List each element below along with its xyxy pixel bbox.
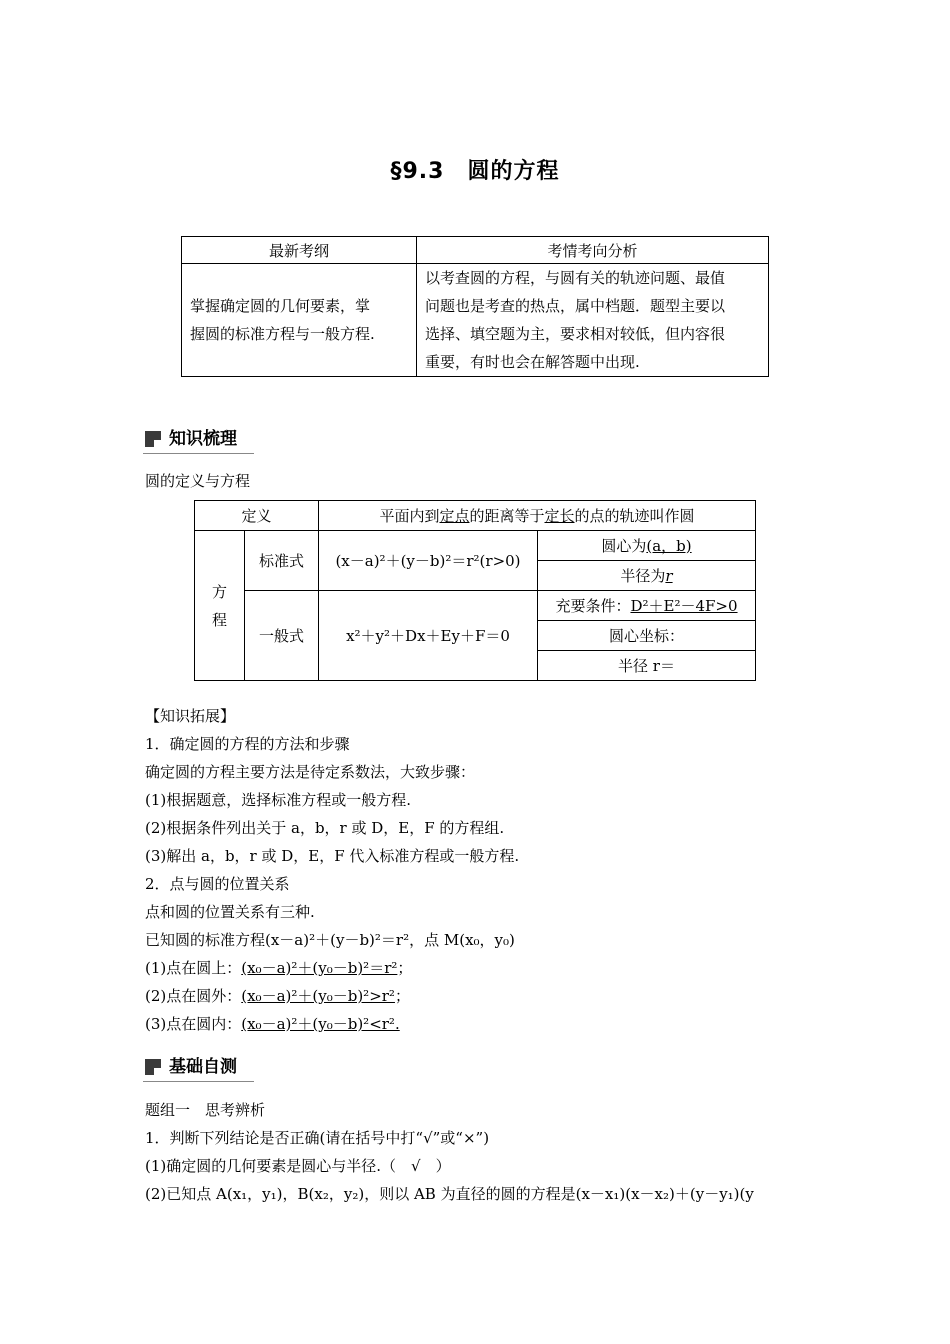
general-equation: x²＋y²＋Dx＋Ey＋F＝0	[319, 591, 538, 681]
ext-line-on-circle: (1)点在圆上：(x₀－a)²＋(y₀－b)²＝r²；	[145, 959, 413, 977]
gen-condition: 充要条件：D²＋E²－4F>0	[538, 591, 756, 621]
ext-line-outside: (2)点在圆外：(x₀－a)²＋(y₀－b)²>r²；	[145, 987, 410, 1005]
equation-label: 方 程	[195, 531, 245, 681]
std-radius: 半径为r	[538, 561, 756, 591]
section-selftest-heading	[143, 1055, 254, 1082]
header-syllabus: 最新考纲	[182, 237, 417, 264]
syllabus-cell	[182, 264, 417, 377]
question: 1．判断下列结论是否正确(请在括号中打“√”或“×”)	[145, 1129, 490, 1147]
general-form-label: 一般式	[245, 591, 319, 681]
section-title: 知识梳理	[169, 429, 237, 449]
standard-form-label: 标准式	[245, 531, 319, 591]
analysis-line: 选择、填空题为主，要求相对较低，但内容很	[425, 325, 726, 343]
syllabus-line: 掌握确定圆的几何要素，掌	[190, 297, 371, 315]
def-content: 平面内到定点的距离等于定长的点的轨迹叫作圆	[319, 501, 756, 531]
ext-heading: 【知识拓展】	[145, 707, 236, 725]
syllabus-line: 握圆的标准方程与一般方程.	[190, 325, 375, 343]
section-square-icon	[145, 431, 161, 447]
section-title: 基础自测	[169, 1057, 237, 1077]
page-title: §9.3 圆的方程	[390, 159, 560, 184]
exam-analysis-table	[181, 236, 769, 377]
question-item: (1)确定圆的几何要素是圆心与半径.（ √ ）	[145, 1157, 451, 1175]
gen-center: 圆心坐标：	[538, 621, 756, 651]
analysis-line: 以考查圆的方程，与圆有关的轨迹问题、最值	[425, 269, 726, 287]
header-analysis: 考情考向分析	[417, 237, 769, 264]
standard-equation: (x－a)²＋(y－b)²＝r²(r>0)	[319, 531, 538, 591]
analysis-line: 问题也是考查的热点，属中档题．题型主要以	[425, 297, 726, 315]
group-title: 题组一 思考辨析	[145, 1101, 266, 1119]
question-item: (2)已知点 A(x₁，y₁)，B(x₂，y₂)，则以 AB 为直径的圆的方程是(x－x₁)(x－x₂)＋(y－y₁)(y	[145, 1185, 754, 1203]
ext-line: (1)根据题意，选择标准方程或一般方程.	[145, 791, 412, 809]
ext-line: 1．确定圆的方程的方法和步骤	[145, 735, 350, 753]
ext-line: 点和圆的位置关系有三种.	[145, 903, 315, 921]
analysis-cell	[417, 264, 769, 377]
ext-line-inside: (3)点在圆内：(x₀－a)²＋(y₀－b)²<r².	[145, 1015, 400, 1033]
ext-line: 2．点与圆的位置关系	[145, 875, 290, 893]
section-square-icon	[145, 1059, 161, 1075]
circle-equation-table	[194, 500, 756, 681]
definition-heading: 圆的定义与方程	[145, 472, 251, 490]
analysis-line: 重要，有时也会在解答题中出现.	[425, 353, 640, 371]
ext-line: (3)解出 a，b，r 或 D，E，F 代入标准方程或一般方程.	[145, 847, 520, 865]
ext-line: 确定圆的方程主要方法是待定系数法，大致步骤：	[145, 763, 476, 781]
section-knowledge-heading	[143, 427, 254, 454]
gen-radius: 半径 r＝	[538, 651, 756, 681]
std-center: 圆心为(a，b)	[538, 531, 756, 561]
ext-line: (2)根据条件列出关于 a，b，r 或 D，E，F 的方程组.	[145, 819, 505, 837]
def-label: 定义	[195, 501, 319, 531]
ext-line: 已知圆的标准方程(x－a)²＋(y－b)²＝r²，点 M(x₀，y₀)	[145, 931, 515, 949]
